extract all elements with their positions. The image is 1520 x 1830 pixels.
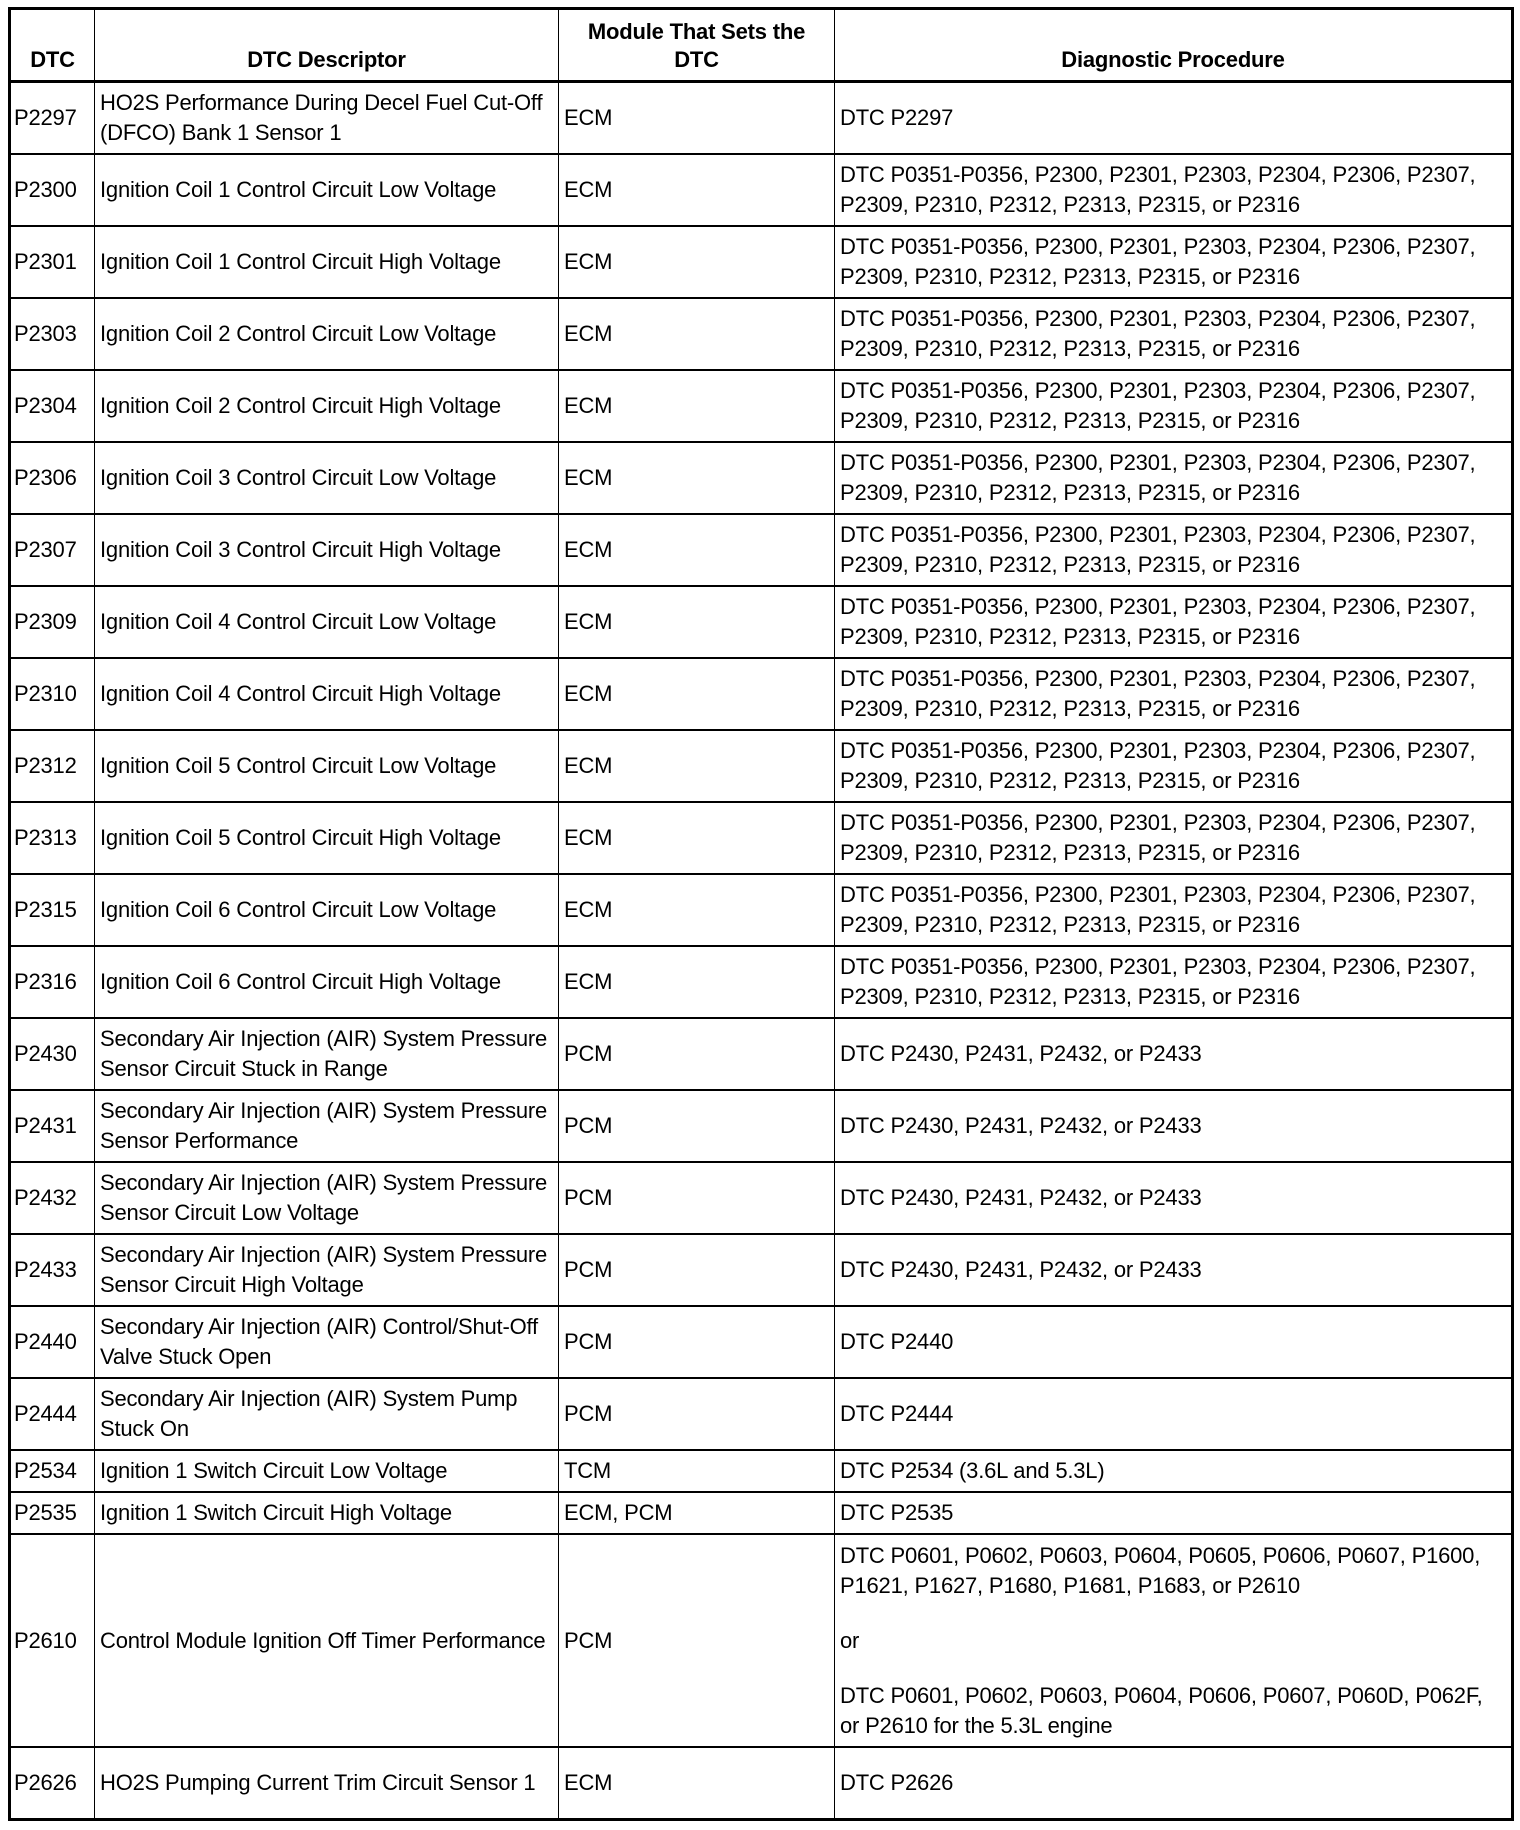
- spacer: [840, 1601, 1506, 1626]
- module-cell: ECM: [559, 82, 835, 155]
- dtc-descriptor-cell: Ignition Coil 6 Control Circuit High Voltage: [95, 946, 559, 1018]
- module-cell: ECM: [559, 370, 835, 442]
- diagnostic-procedure-cell: [835, 154, 1513, 226]
- dtc-code-cell: P2444: [10, 1378, 95, 1450]
- table-row: [10, 1747, 1513, 1820]
- dtc-descriptor-cell: Ignition Coil 1 Control Circuit Low Voltage: [95, 154, 559, 226]
- dtc-descriptor-cell: Ignition Coil 2 Control Circuit Low Voltage: [95, 298, 559, 370]
- table-row: [10, 298, 1513, 370]
- module-cell: ECM: [559, 874, 835, 946]
- table-row: [10, 154, 1513, 226]
- module-cell: ECM: [559, 226, 835, 298]
- diagnostic-procedure-cell: [835, 1747, 1513, 1820]
- diagnostic-procedure-cell: [835, 874, 1513, 946]
- dtc-descriptor-cell: HO2S Pumping Current Trim Circuit Sensor 1: [95, 1747, 559, 1820]
- procedure-text: DTC P2534 (3.6L and 5.3L): [840, 1458, 1105, 1483]
- dtc-code-cell: P2307: [10, 514, 95, 586]
- diagnostic-procedure-cell: [835, 514, 1513, 586]
- module-cell: ECM: [559, 1747, 835, 1820]
- diagnostic-procedure-cell: [835, 1306, 1513, 1378]
- module-cell: PCM: [559, 1162, 835, 1234]
- dtc-descriptor-cell: Secondary Air Injection (AIR) System Pressure Sensor Performance: [95, 1090, 559, 1162]
- module-cell: PCM: [559, 1306, 835, 1378]
- dtc-table: [8, 7, 1514, 1821]
- diagnostic-procedure-cell: [835, 1090, 1513, 1162]
- dtc-code-cell: P2432: [10, 1162, 95, 1234]
- table-row: [10, 1450, 1513, 1492]
- table-row: [10, 1378, 1513, 1450]
- table-row: [10, 1090, 1513, 1162]
- procedure-text: DTC P0351-P0356, P2300, P2301, P2303, P2304, P2306, P2307, P2309, P2310, P2312, P2313, P2315, or P2316: [840, 954, 1476, 1009]
- dtc-code-cell: P2433: [10, 1234, 95, 1306]
- procedure-text: DTC P0351-P0356, P2300, P2301, P2303, P2304, P2306, P2307, P2309, P2310, P2312, P2313, P2315, or P2316: [840, 234, 1476, 289]
- dtc-code-cell: P2304: [10, 370, 95, 442]
- dtc-code-cell: P2430: [10, 1018, 95, 1090]
- table-row: [10, 442, 1513, 514]
- dtc-code-cell: P2535: [10, 1492, 95, 1534]
- diagnostic-procedure-cell: [835, 1378, 1513, 1450]
- dtc-code-cell: P2610: [10, 1534, 95, 1747]
- table-row: [10, 1162, 1513, 1234]
- table-header-row: [10, 9, 1513, 82]
- dtc-descriptor-cell: Ignition Coil 4 Control Circuit Low Voltage: [95, 586, 559, 658]
- module-cell: TCM: [559, 1450, 835, 1492]
- table-row: [10, 1018, 1513, 1090]
- procedure-text: DTC P0351-P0356, P2300, P2301, P2303, P2304, P2306, P2307, P2309, P2310, P2312, P2313, P2315, or P2316: [840, 378, 1476, 433]
- dtc-descriptor-cell: Secondary Air Injection (AIR) System Pressure Sensor Circuit High Voltage: [95, 1234, 559, 1306]
- procedure-text: DTC P0351-P0356, P2300, P2301, P2303, P2304, P2306, P2307, P2309, P2310, P2312, P2313, P2315, or P2316: [840, 306, 1476, 361]
- procedure-text: DTC P2535: [840, 1500, 954, 1525]
- module-cell: PCM: [559, 1534, 835, 1747]
- dtc-descriptor-cell: HO2S Performance During Decel Fuel Cut-Off (DFCO) Bank 1 Sensor 1: [95, 82, 559, 155]
- procedure-text: DTC P0351-P0356, P2300, P2301, P2303, P2304, P2306, P2307, P2309, P2310, P2312, P2313, P2315, or P2316: [840, 882, 1476, 937]
- table-row: [10, 1234, 1513, 1306]
- dtc-descriptor-cell: Ignition Coil 3 Control Circuit Low Voltage: [95, 442, 559, 514]
- procedure-text: DTC P2430, P2431, P2432, or P2433: [840, 1185, 1202, 1210]
- diagnostic-procedure-cell: [835, 442, 1513, 514]
- procedure-text: DTC P0351-P0356, P2300, P2301, P2303, P2304, P2306, P2307, P2309, P2310, P2312, P2313, P2315, or P2316: [840, 666, 1476, 721]
- module-cell: ECM: [559, 730, 835, 802]
- procedure-text: DTC P2430, P2431, P2432, or P2433: [840, 1257, 1202, 1282]
- dtc-code-cell: P2310: [10, 658, 95, 730]
- dtc-descriptor-cell: Ignition Coil 2 Control Circuit High Voltage: [95, 370, 559, 442]
- module-cell: PCM: [559, 1378, 835, 1450]
- dtc-descriptor-cell: Ignition Coil 5 Control Circuit High Voltage: [95, 802, 559, 874]
- dtc-descriptor-cell: Ignition 1 Switch Circuit High Voltage: [95, 1492, 559, 1534]
- table-row: [10, 370, 1513, 442]
- table-row: [10, 802, 1513, 874]
- diagnostic-procedure-cell: [835, 730, 1513, 802]
- module-cell: ECM: [559, 154, 835, 226]
- procedure-text: DTC P0601, P0602, P0603, P0604, P0605, P0606, P0607, P1600, P1621, P1627, P1680, P1681, P1683, or P2610: [840, 1542, 1481, 1598]
- module-cell: PCM: [559, 1234, 835, 1306]
- module-cell: ECM: [559, 802, 835, 874]
- procedure-text: DTC P0351-P0356, P2300, P2301, P2303, P2304, P2306, P2307, P2309, P2310, P2312, P2313, P2315, or P2316: [840, 738, 1476, 793]
- module-cell: ECM: [559, 514, 835, 586]
- table-row: [10, 658, 1513, 730]
- dtc-code-cell: P2313: [10, 802, 95, 874]
- dtc-code-cell: P2300: [10, 154, 95, 226]
- spacer: [840, 1656, 1506, 1681]
- diagnostic-procedure-cell: [835, 1162, 1513, 1234]
- procedure-text: DTC P2440: [840, 1329, 954, 1354]
- table-row: [10, 82, 1513, 155]
- dtc-code-cell: P2309: [10, 586, 95, 658]
- procedure-text: DTC P2444: [840, 1401, 954, 1426]
- table-row: [10, 874, 1513, 946]
- diagnostic-procedure-cell: [835, 1018, 1513, 1090]
- dtc-code-cell: P2626: [10, 1747, 95, 1820]
- module-cell: PCM: [559, 1090, 835, 1162]
- procedure-text: DTC P0351-P0356, P2300, P2301, P2303, P2304, P2306, P2307, P2309, P2310, P2312, P2313, P2315, or P2316: [840, 162, 1476, 217]
- dtc-descriptor-cell: Ignition 1 Switch Circuit Low Voltage: [95, 1450, 559, 1492]
- procedure-text: DTC P2626: [840, 1770, 954, 1795]
- dtc-code-cell: P2306: [10, 442, 95, 514]
- table-row: [10, 946, 1513, 1018]
- diagnostic-procedure-cell: [835, 802, 1513, 874]
- dtc-descriptor-cell: Ignition Coil 3 Control Circuit High Voltage: [95, 514, 559, 586]
- module-cell: ECM: [559, 586, 835, 658]
- table-row: [10, 1492, 1513, 1534]
- procedure-text: DTC P2430, P2431, P2432, or P2433: [840, 1113, 1202, 1138]
- dtc-descriptor-cell: Control Module Ignition Off Timer Performance: [95, 1534, 559, 1747]
- header-procedure: Diagnostic Procedure: [835, 9, 1513, 82]
- dtc-code-cell: P2297: [10, 82, 95, 155]
- dtc-code-cell: P2316: [10, 946, 95, 1018]
- diagnostic-procedure-cell: [835, 370, 1513, 442]
- dtc-descriptor-cell: Ignition Coil 6 Control Circuit Low Voltage: [95, 874, 559, 946]
- module-cell: ECM: [559, 442, 835, 514]
- diagnostic-procedure-cell: [835, 1450, 1513, 1492]
- procedure-text: DTC P0351-P0356, P2300, P2301, P2303, P2304, P2306, P2307, P2309, P2310, P2312, P2313, P2315, or P2316: [840, 450, 1476, 505]
- procedure-text: or: [840, 1627, 860, 1653]
- dtc-code-cell: P2312: [10, 730, 95, 802]
- diagnostic-procedure-cell: [835, 226, 1513, 298]
- header-module: Module That Sets the DTC: [559, 9, 835, 82]
- table-row: [10, 514, 1513, 586]
- dtc-descriptor-cell: Ignition Coil 1 Control Circuit High Voltage: [95, 226, 559, 298]
- procedure-text: DTC P0351-P0356, P2300, P2301, P2303, P2304, P2306, P2307, P2309, P2310, P2312, P2313, P2315, or P2316: [840, 594, 1476, 649]
- dtc-code-cell: P2440: [10, 1306, 95, 1378]
- module-cell: ECM: [559, 298, 835, 370]
- module-cell: ECM, PCM: [559, 1492, 835, 1534]
- procedure-text: DTC P0351-P0356, P2300, P2301, P2303, P2304, P2306, P2307, P2309, P2310, P2312, P2313, P2315, or P2316: [840, 522, 1476, 577]
- table-row: [10, 1534, 1513, 1747]
- dtc-descriptor-cell: Secondary Air Injection (AIR) System Pump Stuck On: [95, 1378, 559, 1450]
- table-row: [10, 1306, 1513, 1378]
- procedure-text: DTC P0601, P0602, P0603, P0604, P0606, P0607, P060D, P062F, or P2610 for the 5.3L engine: [840, 1682, 1483, 1738]
- table-row: [10, 586, 1513, 658]
- procedure-text: DTC P0351-P0356, P2300, P2301, P2303, P2304, P2306, P2307, P2309, P2310, P2312, P2313, P2315, or P2316: [840, 810, 1476, 865]
- diagnostic-procedure-cell: [835, 82, 1513, 155]
- dtc-descriptor-cell: Secondary Air Injection (AIR) System Pressure Sensor Circuit Low Voltage: [95, 1162, 559, 1234]
- diagnostic-procedure-cell: [835, 586, 1513, 658]
- dtc-descriptor-cell: Secondary Air Injection (AIR) System Pressure Sensor Circuit Stuck in Range: [95, 1018, 559, 1090]
- table-row: [10, 226, 1513, 298]
- table-body: [10, 82, 1513, 1820]
- diagnostic-procedure-cell: [835, 658, 1513, 730]
- header-descriptor: DTC Descriptor: [95, 9, 559, 82]
- table-row: [10, 730, 1513, 802]
- diagnostic-procedure-cell: [835, 1234, 1513, 1306]
- dtc-descriptor-cell: Ignition Coil 4 Control Circuit High Voltage: [95, 658, 559, 730]
- module-cell: PCM: [559, 1018, 835, 1090]
- diagnostic-procedure-cell: [835, 946, 1513, 1018]
- module-cell: ECM: [559, 946, 835, 1018]
- dtc-code-cell: P2301: [10, 226, 95, 298]
- dtc-descriptor-cell: Secondary Air Injection (AIR) Control/Shut-Off Valve Stuck Open: [95, 1306, 559, 1378]
- header-dtc: DTC: [10, 9, 95, 82]
- diagnostic-procedure-cell: [835, 1534, 1513, 1747]
- dtc-code-cell: P2431: [10, 1090, 95, 1162]
- dtc-code-cell: P2315: [10, 874, 95, 946]
- dtc-code-cell: P2534: [10, 1450, 95, 1492]
- diagnostic-procedure-cell: [835, 298, 1513, 370]
- module-cell: ECM: [559, 658, 835, 730]
- procedure-text: DTC P2297: [840, 105, 954, 130]
- dtc-descriptor-cell: Ignition Coil 5 Control Circuit Low Voltage: [95, 730, 559, 802]
- diagnostic-procedure-cell: [835, 1492, 1513, 1534]
- dtc-code-cell: P2303: [10, 298, 95, 370]
- procedure-text: DTC P2430, P2431, P2432, or P2433: [840, 1041, 1202, 1066]
